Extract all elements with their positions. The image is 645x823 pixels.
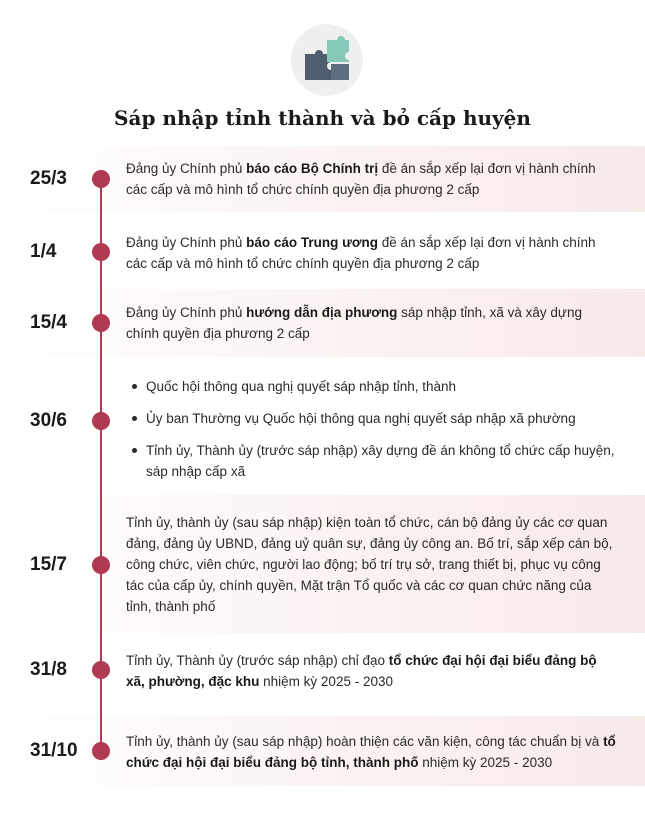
event-text xyxy=(126,376,616,493)
bullet-item: Tỉnh ủy, Thành ủy (trước sáp nhập) xây dựng đề án không tổ chức cấp huyện, sáp nhập cấp xã xyxy=(126,440,616,482)
timeline-dot xyxy=(92,170,110,188)
event-date: 25/3 xyxy=(30,168,67,189)
timeline-dot xyxy=(92,556,110,574)
event-date: 31/10 xyxy=(30,740,78,761)
bullet-item: Quốc hội thông qua nghị quyết sáp nhập tỉnh, thành xyxy=(126,376,616,397)
timeline-dot xyxy=(92,661,110,679)
puzzle-icon xyxy=(301,36,353,84)
logo xyxy=(291,24,363,96)
event-date: 31/8 xyxy=(30,659,67,680)
event-text: Đảng ủy Chính phủ báo cáo Trung ương đề án sắp xếp lại đơn vị hành chính các cấp và mô hình tổ chức chính quyền địa phương 2 cấp xyxy=(126,235,596,271)
event-date: 15/7 xyxy=(30,554,67,575)
event-text: Đảng ủy Chính phủ báo cáo Bộ Chính trị đề án sắp xếp lại đơn vị hành chính các cấp và mô hình tổ chức chính quyền địa phương 2 cấp xyxy=(126,161,596,197)
event-date: 1/4 xyxy=(30,241,57,262)
event-date: 30/6 xyxy=(30,410,67,431)
timeline-dot xyxy=(92,314,110,332)
event-text: Đảng ủy Chính phủ hướng dẫn địa phương sáp nhập tỉnh, xã và xây dựng chính quyền địa phương 2 cấp xyxy=(126,305,582,341)
event-text: Tỉnh ủy, thành ủy (sau sáp nhập) kiện toàn tổ chức, cán bộ đảng ủy các cơ quan đảng, đảng ủy UBND, đảng uỷ quân sự, đảng ủy công an. Bố trí, sắp xếp cán bộ, công chức, viên chức, người lao động; bố trí trụ sở, trang thiết bị, phục vụ công tác của cấp ủy, chính quyền, Mặt trận Tổ quốc và các cơ quan chức năng của tỉnh, thành phố xyxy=(126,515,613,614)
event-text: Tỉnh ủy, Thành ủy (trước sáp nhập) chỉ đạo tổ chức đại hội đại biểu đảng bộ xã, phường, đặc khu nhiệm kỳ 2025 - 2030 xyxy=(126,653,597,689)
timeline-dot xyxy=(92,742,110,760)
event-date: 15/4 xyxy=(30,312,67,333)
event-text: Tỉnh ủy, thành ủy (sau sáp nhập) hoàn thiện các văn kiện, công tác chuẩn bị và tổ chức đại hội đại biểu đảng bộ tỉnh, thành phố nhiệm kỳ 2025 - 2030 xyxy=(126,734,616,770)
timeline-dot xyxy=(92,412,110,430)
timeline-dot xyxy=(92,243,110,261)
bullet-item: Ủy ban Thường vụ Quốc hội thông qua nghị quyết sáp nhập xã phường xyxy=(126,408,616,429)
page-title: Sáp nhập tỉnh thành và bỏ cấp huyện xyxy=(114,106,531,130)
